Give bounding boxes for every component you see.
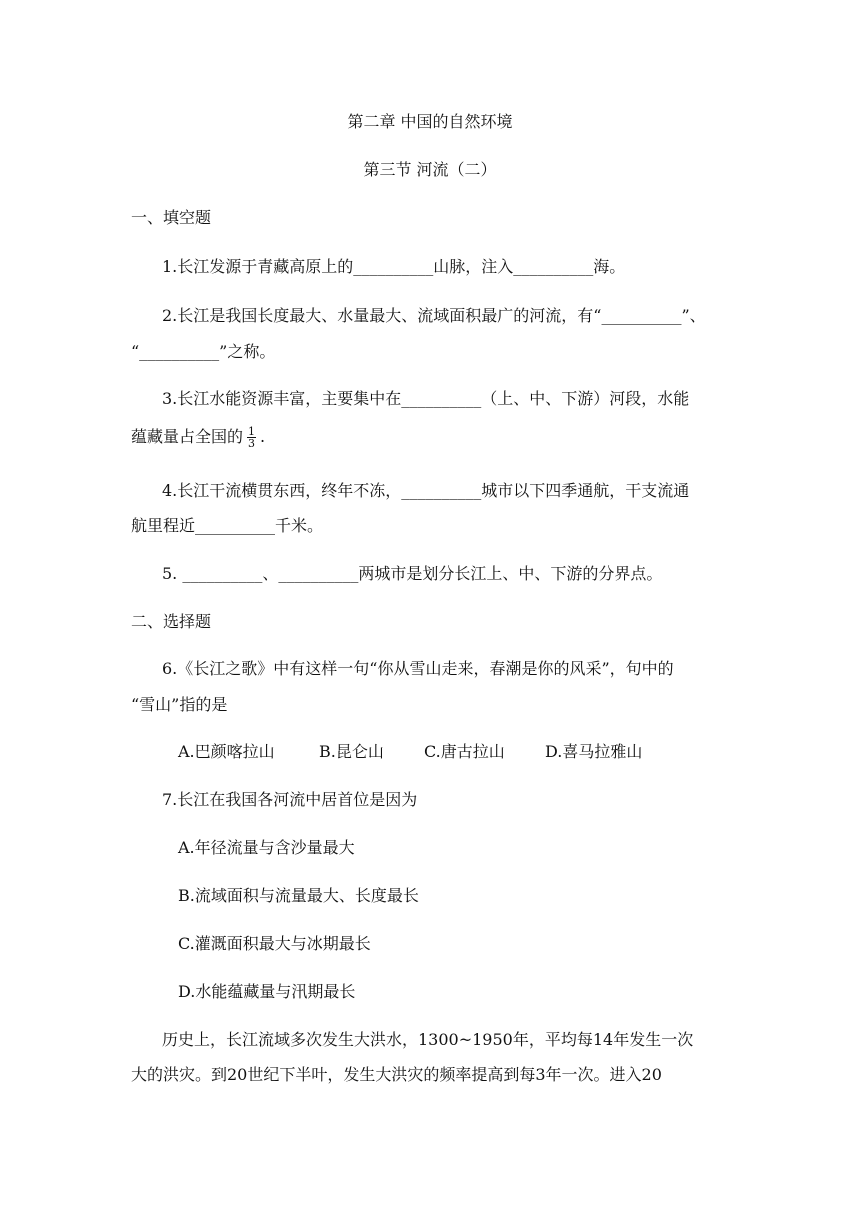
question-6-option-d: D.喜马拉雅山 bbox=[545, 742, 643, 761]
fraction-numerator: 1 bbox=[248, 425, 256, 438]
section-title: 第三节 河流（二） bbox=[363, 160, 497, 179]
question-2-line-2: “__________”之称。 bbox=[131, 342, 276, 361]
question-2-line-1: 2.长江是我国长度最大、水量最大、流域面积最广的河流，有“__________”、 bbox=[162, 306, 706, 325]
chapter-title: 第二章 中国的自然环境 bbox=[347, 112, 513, 131]
question-4-line-2: 航里程近__________千米。 bbox=[131, 516, 324, 535]
question-7-option-d: D.水能蕴藏量与汛期最长 bbox=[178, 982, 356, 1001]
question-6-option-a: A.巴颜喀拉山 bbox=[178, 742, 275, 761]
question-3-end: . bbox=[260, 427, 266, 446]
question-6-line-2: “雪山”指的是 bbox=[131, 695, 228, 714]
question-1: 1.长江发源于青藏高原上的__________山脉，注入__________海。 bbox=[162, 257, 626, 276]
question-6-line-1: 6.《长江之歌》中有这样一句“你从雪山走来，春潮是你的风采”，句中的 bbox=[162, 659, 674, 678]
question-3-line-2 bbox=[131, 426, 265, 449]
passage-line-2: 大的洪灾。到20世纪下半叶，发生大洪灾的频率提高到每3年一次。进入20 bbox=[131, 1065, 662, 1084]
question-7-option-c: C.灌溉面积最大与冰期最长 bbox=[178, 934, 371, 953]
question-6-option-b: B.昆仑山 bbox=[319, 742, 384, 761]
part2-heading: 二、选择题 bbox=[131, 612, 212, 631]
part1-heading: 一、填空题 bbox=[131, 208, 212, 227]
question-4-line-1: 4.长江干流横贯东西，终年不冻，__________城市以下四季通航，干支流通 bbox=[162, 481, 690, 500]
passage-line-1: 历史上，长江流域多次发生大洪水，1300~1950年，平均每14年发生一次 bbox=[162, 1030, 694, 1049]
question-7-option-b: B.流域面积与流量最大、长度最长 bbox=[178, 886, 419, 905]
question-6-option-c: C.唐古拉山 bbox=[424, 742, 505, 761]
question-3-line-1: 3.长江水能资源丰富，主要集中在__________（上、中、下游）河段，水能 bbox=[162, 389, 690, 408]
question-7-option-a: A.年径流量与含沙量最大 bbox=[178, 838, 355, 857]
question-5: 5. __________、__________两城市是划分长江上、中、下游的分界点。 bbox=[162, 564, 663, 583]
fraction-denominator: 3 bbox=[248, 437, 256, 450]
fraction-one-third bbox=[247, 426, 256, 449]
question-7: 7.长江在我国各河流中居首位是因为 bbox=[162, 790, 418, 809]
question-3-text: 蕴藏量占全国的 bbox=[131, 427, 244, 446]
